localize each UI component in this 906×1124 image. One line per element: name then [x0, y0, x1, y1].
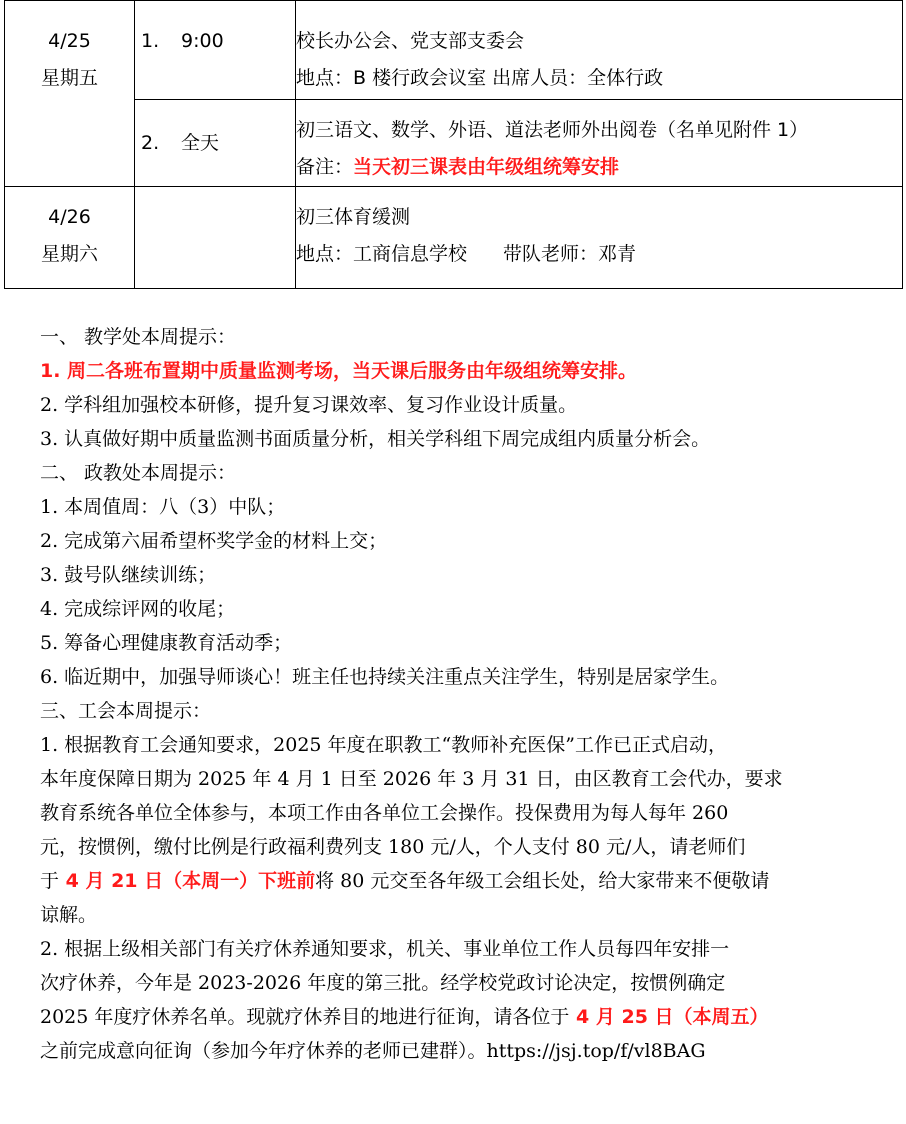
teaching-item: 1. 周二各班布置期中质量监测考场，当天课后服务由年级组统筹安排。: [40, 360, 638, 382]
deadline-red: 4 月 25 日（本周五）: [569, 1006, 769, 1028]
union-line: 谅解。: [40, 904, 98, 926]
event-title: 初三体育缓测: [296, 206, 411, 228]
table-row: [5, 187, 903, 289]
date: 4/25: [48, 30, 91, 52]
political-item: 3. 鼓号队继续训练；: [40, 564, 217, 586]
political-item: 2. 完成第六届希望杯奖学金的材料上交；: [40, 530, 388, 552]
union-line: [40, 864, 870, 898]
location-label: 地点：工商信息学校: [296, 243, 468, 265]
political-item: 4. 完成综评网的收尾；: [40, 598, 236, 620]
time-cell: [135, 187, 296, 289]
schedule-table: [4, 0, 903, 289]
time-cell: [135, 1, 296, 100]
info-cell: [296, 187, 903, 289]
event-title: 初三语文、数学、外语、道法老师外出阅卷（名单见附件 1）: [296, 119, 809, 141]
event-note: [296, 149, 902, 186]
union-line-link[interactable]: 之前完成意向征询（参加今年疗休养的老师已建群）。https://jsj.top/f/vl8BAG: [40, 1040, 706, 1062]
union-text: 将 80 元交至各年级工会组长处，给大家带来不便敬请: [315, 870, 770, 892]
time-cell: [135, 100, 296, 187]
teaching-item: 2. 学科组加强校本研修，提升复习课效率、复习作业设计质量。: [40, 394, 578, 416]
item-time: 全天: [181, 131, 220, 154]
note-label: 备注：: [296, 156, 354, 178]
notice-body: [40, 320, 870, 1068]
section-title: 一、 教学处本周提示：: [40, 326, 237, 348]
event-location: 地点：B 楼行政会议室 出席人员：全体行政: [296, 67, 664, 89]
union-line: 本年度保障日期为 2025 年 4 月 1 日至 2026 年 3 月 31 日，由区教育工会代办，要求: [40, 768, 783, 790]
event-title: 校长办公会、党支部支委会: [296, 30, 525, 52]
union-line: 次疗休养，今年是 2023-2026 年度的第三批。经学校党政讨论决定，按惯例确定: [40, 972, 726, 994]
section-title: 二、 政教处本周提示：: [40, 462, 237, 484]
date-cell: [5, 1, 135, 187]
political-item: 5. 筹备心理健康教育活动季；: [40, 632, 293, 654]
weekday: 星期五: [40, 67, 98, 89]
leader-label: 带队老师：邓青: [503, 243, 637, 265]
union-text: 于: [40, 870, 60, 892]
item-time: 9:00: [181, 30, 224, 52]
political-item: 6. 临近期中，加强导师谈心！班主任也持续关注重点关注学生，特别是居家学生。: [40, 666, 730, 688]
note-red: 当天初三课表由年级组统筹安排: [353, 156, 620, 178]
table-row: [5, 1, 903, 100]
union-line: [40, 1000, 870, 1034]
union-text: 2025 年度疗休养名单。现就疗休养目的地进行征询，请各位于: [40, 1006, 570, 1028]
weekday: 星期六: [40, 243, 98, 265]
table-row: [5, 100, 903, 187]
union-line: 2. 根据上级相关部门有关疗休养通知要求，机关、事业单位工作人员每四年安排一: [40, 938, 730, 960]
deadline-red: 4 月 21 日（本周一）下班前: [59, 870, 316, 892]
section-title: 三、工会本周提示：: [40, 700, 212, 722]
union-line: 1. 根据教育工会通知要求，2025 年度在职教工“教师补充医保”工作已正式启动，: [40, 734, 727, 756]
info-cell: [296, 1, 903, 100]
union-line: 元，按惯例，缴付比例是行政福利费列支 180 元/人，个人支付 80 元/人，请老师们: [40, 836, 746, 858]
event-location: [296, 236, 902, 273]
date: 4/26: [48, 206, 91, 228]
date-cell: [5, 187, 135, 289]
item-number: 1.: [141, 30, 160, 52]
info-cell: [296, 100, 903, 187]
item-number: 2.: [141, 131, 160, 154]
teaching-item: 3. 认真做好期中质量监测书面质量分析，相关学科组下周完成组内质量分析会。: [40, 428, 711, 450]
political-item: 1. 本周值周：八（3）中队；: [40, 496, 286, 518]
union-line: 教育系统各单位全体参与，本项工作由各单位工会操作。投保费用为每人每年 260: [40, 802, 729, 824]
